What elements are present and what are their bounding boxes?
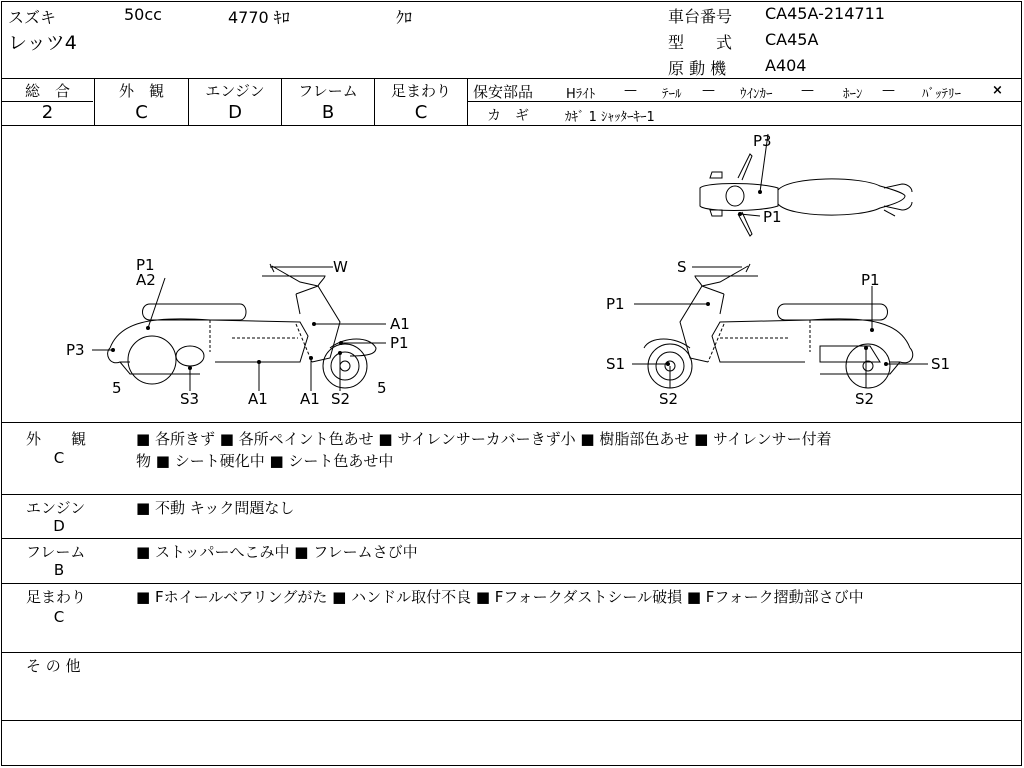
frame-no: CA45A-214711 [765,4,885,23]
grade-label-frame: フレーム [298,82,358,100]
grade-value-suspension: C [414,102,428,123]
remark-label-frame: フレーム [26,543,86,561]
grade-label-suspension: 足まわり [390,82,451,100]
remark-text-suspension-1: ■ Fホイールベアリングがた ■ ハンドル取付不良 ■ Fフォークダストシール破損 ■ Fフォーク摺動部さび中 [136,588,864,606]
grade-value-exterior: C [135,102,148,123]
security-tail-value: — [702,83,715,98]
remark-grade-exterior: C [53,449,65,467]
remark-text-frame-1: ■ ストッパーへこみ中 ■ フレームさび中 [136,543,418,561]
divider [1,538,1022,539]
color: ｸﾛ [396,8,413,27]
scooter-right-view [632,264,928,388]
type-label: 型 式 [668,33,733,52]
key-text: ｶｷﾞ 1 ｼｬｯﾀｰｷｰ1 [565,110,655,125]
security-headlight-value: — [624,83,637,98]
remark-label-exterior: 外 観 [26,430,87,448]
label-left-s3: S3 [180,390,200,408]
label-right-p1-seat: P1 [861,271,880,289]
label-left-w: W [333,258,348,276]
label-left-a1-center: A1 [248,390,268,408]
remark-label-suspension: 足まわり [26,588,87,606]
remark-grade-frame: B [53,561,65,579]
displacement: 50cc [124,5,162,24]
divider [1,720,1022,721]
mileage: 4770 ｷﾛ [228,8,290,27]
scooter-diagram [0,126,1024,422]
label-left-s2: S2 [331,390,351,408]
security-winker-value: — [801,83,814,98]
remark-label-engine: エンジン [26,499,86,517]
remark-text-exterior-1: ■ 各所きず ■ 各所ペイント色あせ ■ サイレンサーカバーきず小 ■ 樹脂部色あせ ■ サイレンサー付着 [136,430,832,448]
label-right-s2-front: S2 [659,390,679,408]
remark-label-other: そ の 他 [26,657,81,675]
label-right-s1-front: S1 [606,355,626,373]
security-tail: ﾃｰﾙ [662,87,682,102]
maker: スズキ [8,8,57,27]
label-left-a1-front: A1 [300,390,320,408]
model-name: レッツ4 [8,32,77,54]
security-horn-value: — [882,83,895,98]
scooter-top-view [700,134,912,236]
security-headlight: Hﾗｲﾄ [566,87,596,102]
security-battery: ﾊﾞｯﾃﾘｰ [922,87,961,102]
grade-value-frame: B [321,102,335,123]
divider [1,494,1022,495]
divider [1,583,1022,584]
label-left-5-rear: 5 [112,379,122,397]
grade-label-engine: エンジン [205,82,265,100]
label-left-p1: P1 [136,256,155,274]
remark-grade-suspension: C [53,608,65,626]
label-left-a2: A2 [136,271,156,289]
type-value: CA45A [765,30,819,49]
divider [1,422,1022,423]
engine-value: A404 [765,56,807,75]
remark-text-exterior-2: 物 ■ シート硬化中 ■ シート色あせ中 [136,452,394,470]
engine-label: 原 動 機 [668,59,727,78]
label-right-s2-rear: S2 [855,390,875,408]
grade-value-engine: D [228,102,242,123]
remark-grade-engine: D [53,517,65,535]
label-top-p1: P1 [763,208,782,226]
label-right-s: S [677,258,687,276]
divider [1,78,1022,79]
remark-text-engine-1: ■ 不動 キック問題なし [136,499,295,517]
label-left-a1-upper: A1 [390,315,410,333]
frame-no-label: 車台番号 [668,7,733,26]
grade-value-overall: 2 [41,102,54,123]
label-left-5-front: 5 [377,379,387,397]
label-right-p1-front: P1 [606,295,625,313]
security-battery-value: × [992,83,1003,98]
grade-label-overall: 総 合 [24,82,70,100]
divider [1,652,1022,653]
label-top-p3: P3 [753,132,772,150]
label-left-p1-lower: P1 [390,334,409,352]
grade-label-exterior: 外 観 [118,82,164,100]
label-left-p3: P3 [66,341,85,359]
security-horn: ﾎｰﾝ [843,87,863,102]
key-label: カ ギ [487,108,529,124]
security-label: 保安部品 [473,83,534,101]
label-right-s1-rear: S1 [931,355,951,373]
security-winker: ｳｲﾝｶｰ [740,87,773,102]
